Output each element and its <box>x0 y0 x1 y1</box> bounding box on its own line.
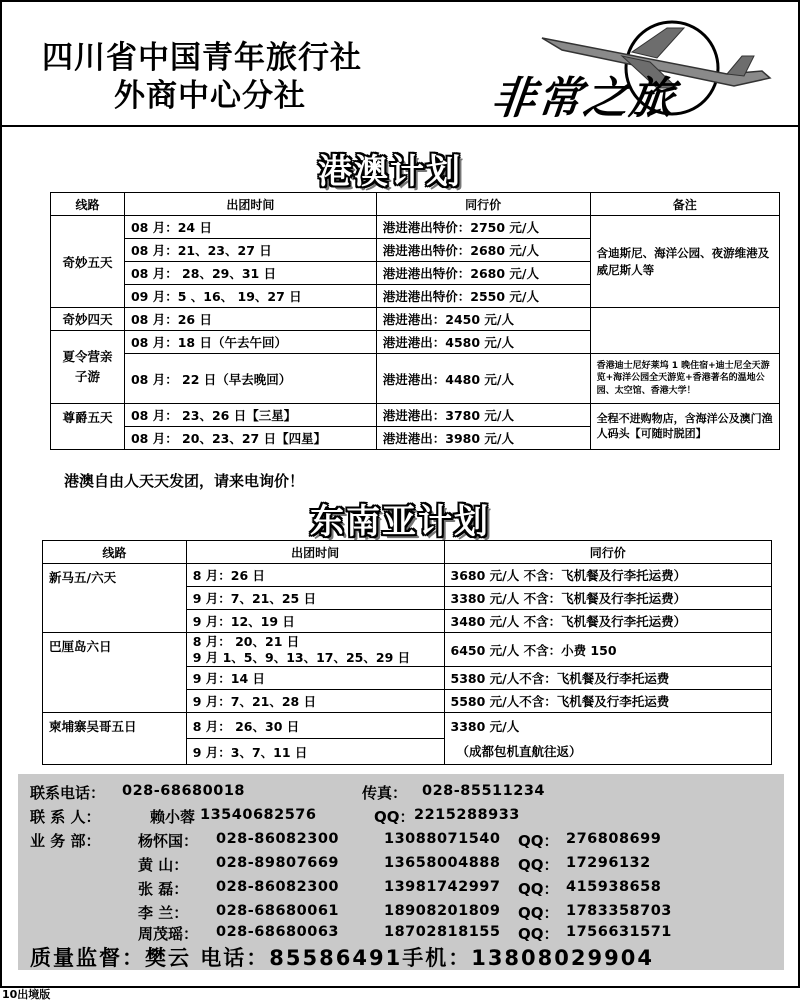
company-name: 四川省中国青年旅行社 <box>42 40 362 76</box>
quality-supervision: 质量监督：樊云 电话：85586491手机：13808029904 <box>30 946 654 970</box>
fax-label: 传真： <box>362 784 408 802</box>
departure-date-line: 9 月 1、5、9、13、17、25、29 日 <box>192 649 411 665</box>
price: 3480 元/人 不含：飞机餐及行李托运费） <box>444 610 771 633</box>
staff-phone: 028-86082300 <box>216 831 339 847</box>
remark: 含迪斯尼、海洋公园、夜游维港及威尼斯人等 <box>590 216 779 308</box>
departure-date: 08 月：21、23、27 日 <box>124 239 376 262</box>
staff-qq: 1756631571 <box>566 924 672 940</box>
price: 3680 元/人 不含：飞机餐及行李托运费） <box>444 564 771 587</box>
column-header: 备注 <box>590 193 779 216</box>
departure-date: 08 月： 28、29、31 日 <box>124 262 376 285</box>
person-label: 联 系 人： <box>30 808 101 826</box>
price: 港进港出特价：2680 元/人 <box>376 262 590 285</box>
department-label: 业 务 部： <box>30 832 101 850</box>
departure-date: 08 月： 20、23、27 日【四星】 <box>124 427 376 450</box>
departure-date: 9 月：7、21、28 日 <box>186 690 444 713</box>
free-travel-note: 港澳自由人天天发团，请来电询价！ <box>64 472 305 490</box>
table-row <box>51 404 780 427</box>
remark <box>590 308 779 354</box>
staff-qq: 17296132 <box>566 855 651 871</box>
qq-label: QQ： <box>518 925 559 943</box>
price-note: （成都包机直航往返） <box>444 739 771 765</box>
remark: 全程不进购物店，含海洋公及澳门渔人码头【可随时脱团】 <box>590 404 779 450</box>
hk-macau-table <box>50 192 780 450</box>
table-row <box>51 216 780 239</box>
column-header: 同行价 <box>444 541 771 564</box>
price: 5380 元/人不含：飞机餐及行李托运费 <box>444 667 771 690</box>
qq-label: QQ： <box>518 880 559 898</box>
staff-phone: 028-89807669 <box>216 855 339 871</box>
departure-date: 9 月：3、7、11 日 <box>186 739 444 765</box>
table-row <box>43 633 772 667</box>
staff-name: 黄 山： <box>138 856 189 874</box>
header-divider <box>2 125 798 127</box>
table-header-row <box>51 193 780 216</box>
southeast-asia-table <box>42 540 772 765</box>
contact-panel <box>18 774 784 970</box>
staff-name: 李 兰： <box>138 904 189 922</box>
price: 港进港出特价：2750 元/人 <box>376 216 590 239</box>
departure-date: 9 月：14 日 <box>186 667 444 690</box>
person-mobile: 13540682576 <box>200 807 317 823</box>
price: 港进港出：2450 元/人 <box>376 308 590 331</box>
staff-qq: 415938658 <box>566 879 662 895</box>
qq-label: QQ： <box>518 832 559 850</box>
route-name: 夏令营亲子游 <box>51 331 125 404</box>
staff-phone: 028-86082300 <box>216 879 339 895</box>
table-row <box>43 564 772 587</box>
table-row <box>43 713 772 739</box>
departure-date: 9 月：12、19 日 <box>186 610 444 633</box>
departure-date: 08 月： 22 日（早去晚回） <box>124 354 376 404</box>
departure-date: 08 月： 23、26 日【三星】 <box>124 404 376 427</box>
fax-number: 028-85511234 <box>422 783 545 799</box>
qq-label: QQ： <box>518 904 559 922</box>
hk-macau-title: 港澳计划 <box>318 152 462 192</box>
column-header: 线路 <box>51 193 125 216</box>
route-name: 尊爵五天 <box>51 404 125 450</box>
person-qq: 2215288933 <box>414 807 520 823</box>
staff-mobile: 13088071540 <box>384 831 501 847</box>
route-name: 柬埔寨吴哥五日 <box>43 713 187 765</box>
route-name: 奇妙五天 <box>51 216 125 308</box>
person-name: 赖小蓉 <box>150 808 196 826</box>
price: 港进港出：4480 元/人 <box>376 354 590 404</box>
staff-qq: 1783358703 <box>566 903 672 919</box>
staff-mobile: 18702818155 <box>384 924 501 940</box>
departure-date-line: 8 月： 20、21 日 <box>192 633 300 649</box>
table-row <box>51 308 780 331</box>
qq-label: QQ： <box>374 808 415 826</box>
branch-name: 外商中心分社 <box>114 78 306 114</box>
price: 港进港出特价：2550 元/人 <box>376 285 590 308</box>
departure-date: 09 月：5 、16、 19、27 日 <box>124 285 376 308</box>
remark: 香港迪士尼好莱坞 1 晚住宿+迪士尼全天游览+海洋公园全天游览+香港著名的温地公园、太空馆、香港大学！ <box>590 354 779 404</box>
price: 3380 元/人 不含：飞机餐及行李托运费） <box>444 587 771 610</box>
qq-label: QQ： <box>518 856 559 874</box>
staff-phone: 028-68680063 <box>216 924 339 940</box>
price: 3380 元/人 <box>444 713 771 739</box>
column-header: 出团时间 <box>186 541 444 564</box>
staff-name: 张 磊： <box>138 880 189 898</box>
staff-mobile: 18908201809 <box>384 903 501 919</box>
departure-date: 08 月：18 日（午去午回） <box>124 331 376 354</box>
departure-date: 08 月：26 日 <box>124 308 376 331</box>
staff-name: 周茂瑶： <box>138 925 199 943</box>
price: 5580 元/人不含：飞机餐及行李托运费 <box>444 690 771 713</box>
price: 港进港出特价：2680 元/人 <box>376 239 590 262</box>
price: 港进港出：3780 元/人 <box>376 404 590 427</box>
price: 港进港出：3980 元/人 <box>376 427 590 450</box>
slogan: 非常之旅 <box>488 73 679 124</box>
table-row <box>51 354 780 404</box>
route-name: 巴厘岛六日 <box>43 633 187 713</box>
departure-date: 9 月：7、21、25 日 <box>186 587 444 610</box>
phone-label: 联系电话： <box>30 784 106 802</box>
column-header: 线路 <box>43 541 187 564</box>
southeast-asia-title: 东南亚计划 <box>310 502 490 542</box>
route-name: 新马五/六天 <box>43 564 187 633</box>
departure-date: 08 月：24 日 <box>124 216 376 239</box>
departure-date: 8 月： 26、30 日 <box>186 713 444 739</box>
staff-mobile: 13658004888 <box>384 855 501 871</box>
staff-phone: 028-68680061 <box>216 903 339 919</box>
column-header: 出团时间 <box>124 193 376 216</box>
price: 港进港出：4580 元/人 <box>376 331 590 354</box>
staff-mobile: 13981742997 <box>384 879 501 895</box>
price: 6450 元/人 不含：小费 150 <box>444 633 771 667</box>
phone-number: 028-68680018 <box>122 783 245 799</box>
table-header-row <box>43 541 772 564</box>
staff-name: 杨怀国： <box>138 832 199 850</box>
page-footer: 10出境版 <box>2 988 51 1001</box>
staff-qq: 276808699 <box>566 831 662 847</box>
route-name: 奇妙四天 <box>51 308 125 331</box>
departure-date: 8 月：26 日 <box>186 564 444 587</box>
departure-date <box>186 633 444 667</box>
column-header: 同行价 <box>376 193 590 216</box>
